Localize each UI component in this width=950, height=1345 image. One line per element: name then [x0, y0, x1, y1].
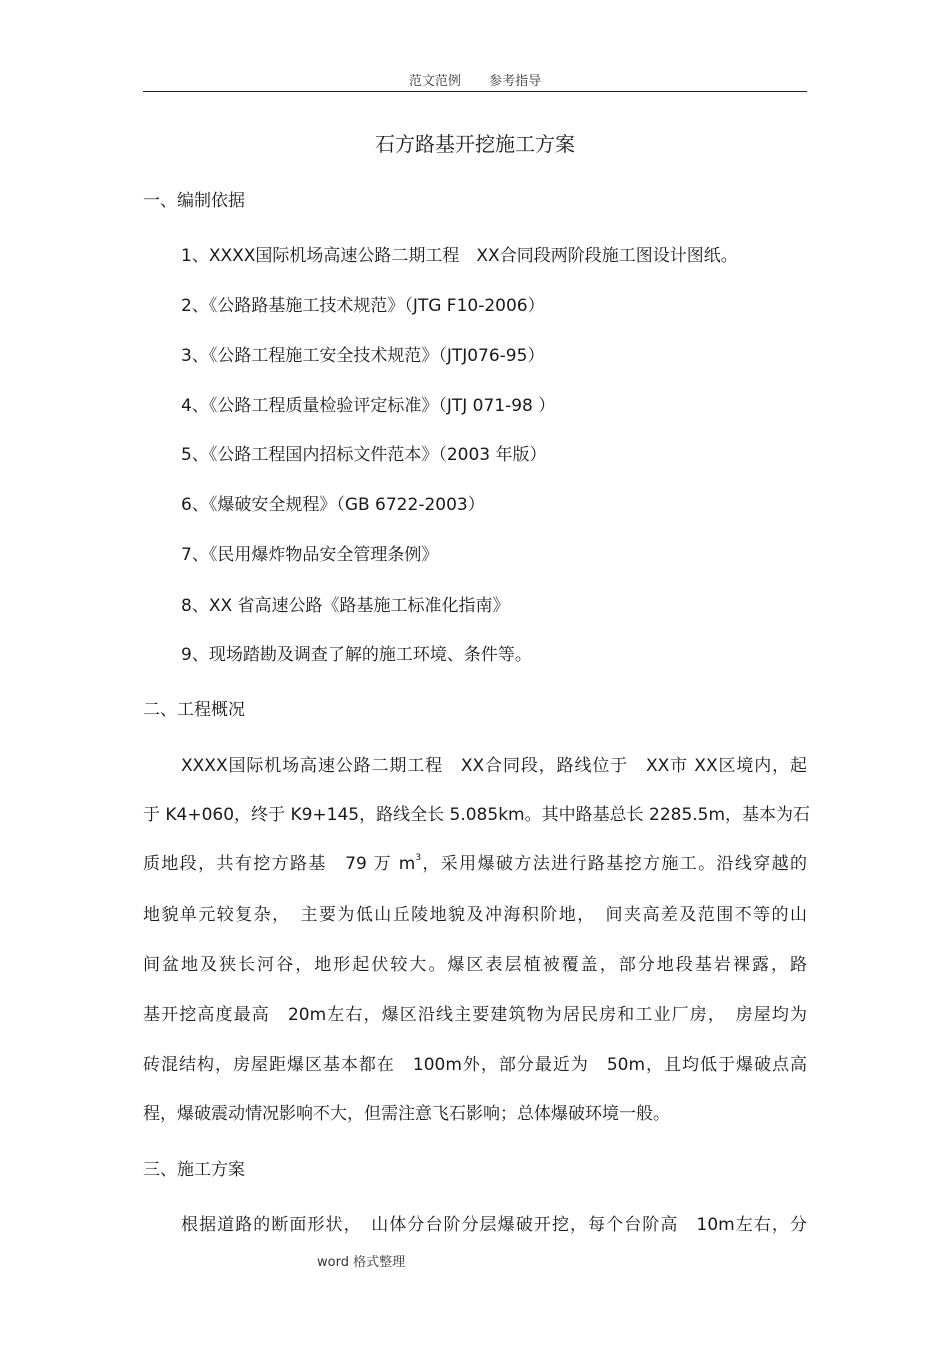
overview-line: 基开挖高度最高 20m左右，爆区沿线主要建筑物为居民房和工业厂房， 房屋均为: [143, 1005, 807, 1025]
document-title: 石方路基开挖施工方案: [375, 132, 575, 156]
overview-line: XXXX国际机场高速公路二期工程 XX合同段，路线位于 XX市 XX区境内，起: [181, 756, 807, 776]
basis-item: 8、XX 省高速公路《路基施工标准化指南》: [181, 596, 510, 616]
basis-item: 6、《爆破安全规程》（GB 6722-2003）: [181, 495, 485, 515]
section-heading-3: 三、施工方案: [143, 1160, 245, 1180]
header-right: 参考指导: [489, 74, 542, 89]
header-rule: [143, 91, 807, 92]
overview-text: ，采用爆破方法进行路基挖方施工。沿线穿越的: [421, 854, 808, 874]
basis-item: 9、现场踏勘及调查了解的施工环境、条件等。: [181, 645, 532, 665]
overview-text: 质地段，共有挖方路基 79 万 m: [143, 854, 416, 874]
section-heading-1: 一、编制依据: [143, 191, 245, 211]
page-header: [0, 70, 950, 89]
overview-line: [143, 849, 807, 874]
page-footer: word 格式整理: [317, 1255, 406, 1270]
basis-item: 7、《民用爆炸物品安全管理条例》: [181, 545, 439, 565]
overview-line: 程，爆破震动情况影响不大，但需注意飞石影响；总体爆破环境一般。: [143, 1104, 670, 1124]
overview-line: 间盆地及狭长河谷，地形起伏较大。爆区表层植被覆盖，部分地段基岩裸露，路: [143, 955, 807, 975]
basis-item: 5、《公路工程国内招标文件范本》（2003 年版）: [181, 445, 547, 465]
overview-line: 地貌单元较复杂， 主要为低山丘陵地貌及冲海积阶地， 间夹高差及范围不等的山: [143, 905, 807, 925]
section-heading-2: 二、工程概况: [143, 700, 245, 720]
cubic-superscript: 3: [415, 853, 422, 863]
header-left: 范文范例: [408, 74, 461, 89]
overview-line: 于 K4+060，终于 K9+145，路线全长 5.085km。其中路基总长 2285.5m，基本为石: [143, 805, 811, 825]
basis-item: 3、《公路工程施工安全技术规范》（JTJ076-95）: [181, 346, 545, 366]
overview-line: 砖混结构，房屋距爆区基本都在 100m外，部分最近为 50m，且均低于爆破点高: [143, 1055, 807, 1075]
plan-line: 根据道路的断面形状， 山体分台阶分层爆破开挖，每个台阶高 10m左右，分: [181, 1215, 807, 1235]
basis-item: 2、《公路路基施工技术规范》（JTG F10-2006）: [181, 296, 545, 316]
basis-item: 1、XXXX国际机场高速公路二期工程 XX合同段两阶段施工图设计图纸。: [181, 246, 738, 266]
basis-item: 4、《公路工程质量检验评定标准》（JTJ 071-98 ）: [181, 396, 556, 416]
